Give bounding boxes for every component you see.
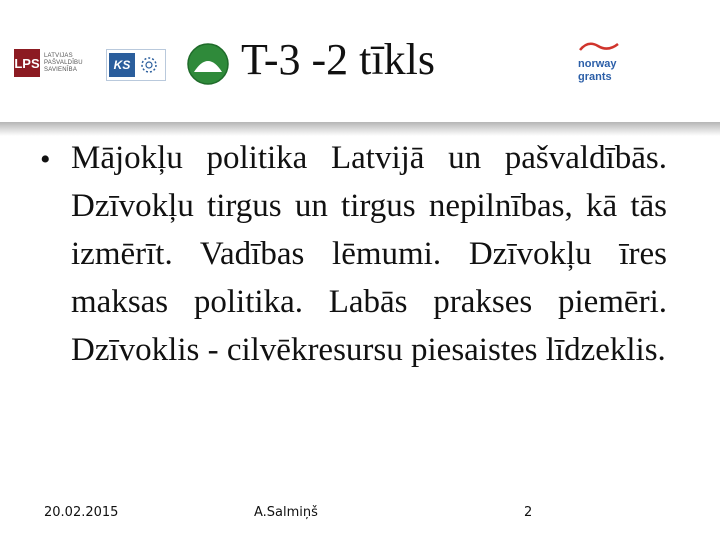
bullet-marker: • bbox=[40, 143, 51, 176]
norway-grants-logo-icon bbox=[578, 38, 634, 52]
ks-logo bbox=[106, 49, 166, 81]
ks-logo-icon: KS bbox=[109, 53, 135, 77]
norway-logo-line1: norway bbox=[578, 58, 617, 70]
bullet-text: Mājokļu politika Latvijā un pašvaldībās. Dzīvokļu tirgus un tirgus nepilnības, kā tās izmērīt. Vadības lēmumi. Dzīvokļu īres maksas politika. Labās prakses piemēri. Dzīvoklis - cilvēkresursu piesaistes līdzeklis. bbox=[71, 140, 667, 368]
lps-logo bbox=[14, 47, 88, 79]
footer-author: A.Salmiņš bbox=[254, 505, 318, 520]
page-title: T-3 -2 tīkls bbox=[241, 35, 435, 84]
norway-grants-logo bbox=[578, 38, 634, 83]
star-ring-icon bbox=[139, 55, 159, 75]
green-circle-logo-icon bbox=[186, 42, 230, 86]
footer-date: 20.02.2015 bbox=[44, 505, 119, 520]
slide-header bbox=[0, 0, 720, 128]
footer-page-number: 2 bbox=[524, 505, 533, 520]
norway-logo-line2: grants bbox=[578, 71, 612, 83]
lps-logo-icon: LPS bbox=[14, 49, 40, 77]
lps-logo-text: LATVIJAS PAŠVALDĪBU SAVIENĪBA bbox=[44, 52, 83, 73]
